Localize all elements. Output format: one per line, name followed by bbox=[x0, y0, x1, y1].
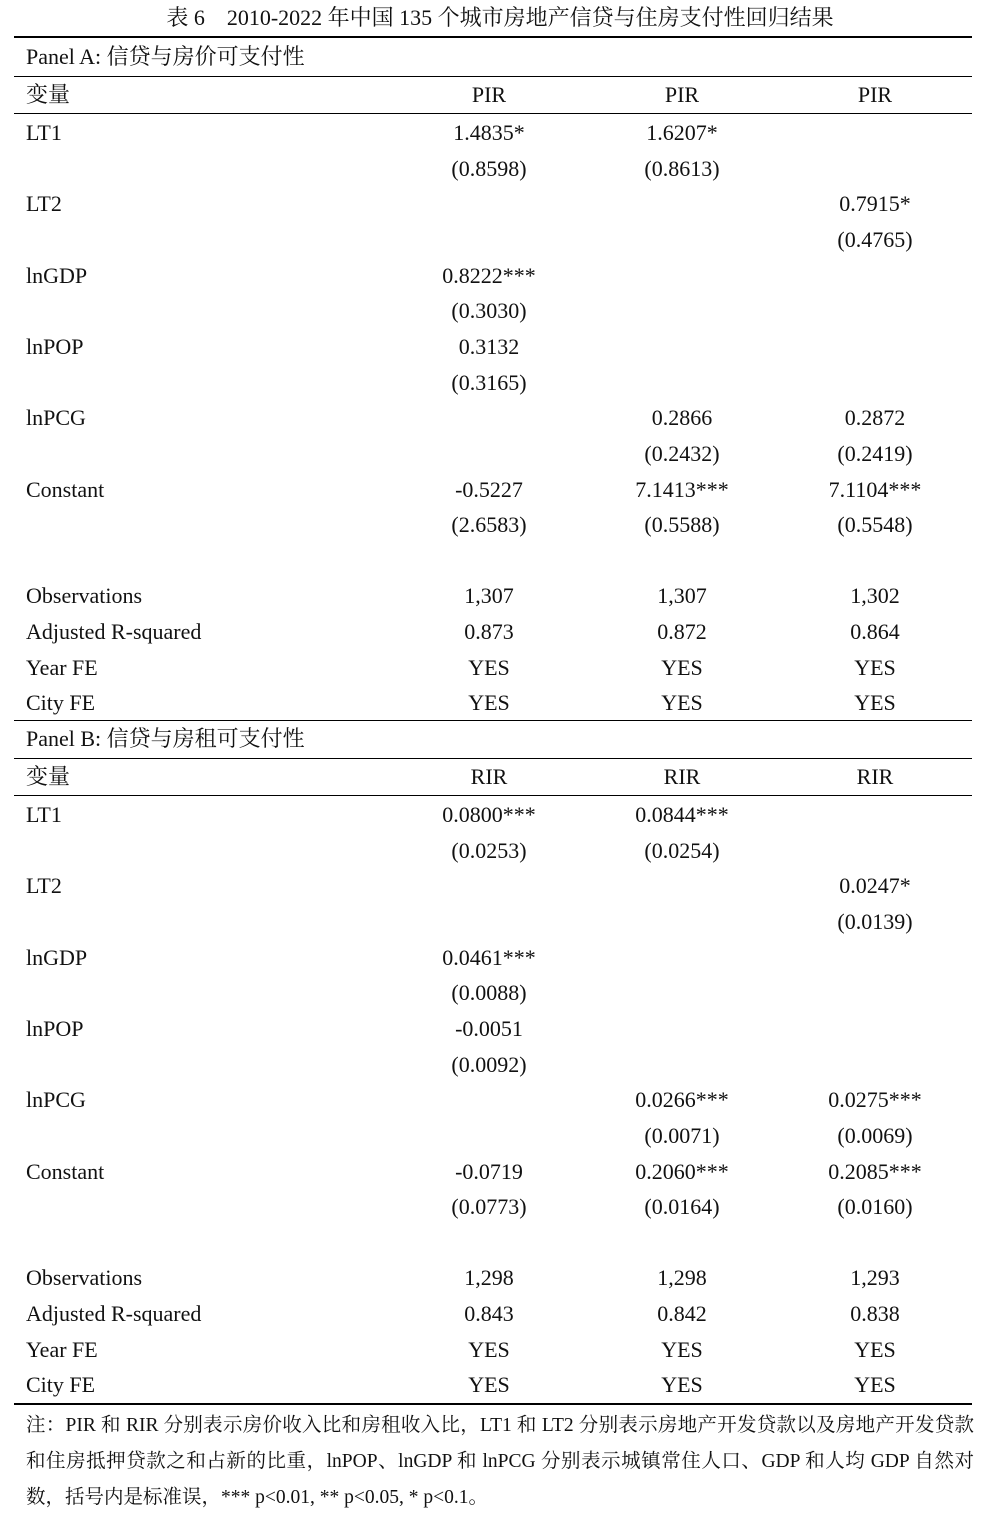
coefficient-row bbox=[0, 868, 1000, 904]
model-column-header: PIR bbox=[471, 82, 507, 107]
table-cell: (0.0071) bbox=[644, 1122, 720, 1148]
table-cell: (0.3165) bbox=[451, 369, 527, 395]
std-error-row bbox=[0, 293, 1000, 329]
std-error-row bbox=[0, 833, 1000, 869]
statistic-value: YES bbox=[468, 1336, 510, 1362]
table-cell: 0.0275*** bbox=[828, 1087, 922, 1113]
table-cell: (0.0092) bbox=[451, 1051, 527, 1077]
coefficient-row bbox=[0, 258, 1000, 294]
variable-name: LT2 bbox=[26, 191, 62, 217]
coefficient-row bbox=[0, 186, 1000, 222]
model-column-header: RIR bbox=[663, 764, 701, 789]
statistic-label: Adjusted R-squared bbox=[26, 619, 202, 645]
statistic-value: 0.873 bbox=[464, 619, 514, 645]
table-cell: 0.0247* bbox=[839, 873, 911, 899]
coefficient-row bbox=[0, 400, 1000, 436]
table-cell: (0.5548) bbox=[837, 512, 913, 538]
coefficient-row bbox=[0, 329, 1000, 365]
statistics-row bbox=[0, 1367, 1000, 1403]
std-error-row bbox=[0, 507, 1000, 543]
statistic-value: 0.842 bbox=[657, 1301, 707, 1327]
statistics-row bbox=[0, 614, 1000, 650]
statistic-value: 0.843 bbox=[464, 1301, 514, 1327]
statistic-value: 1,307 bbox=[657, 583, 707, 609]
top-rule bbox=[14, 36, 972, 38]
coefficient-row bbox=[0, 940, 1000, 976]
table-cell: (0.8598) bbox=[451, 155, 527, 181]
coefficient-row bbox=[0, 1011, 1000, 1047]
statistics-row bbox=[0, 650, 1000, 686]
std-error-row bbox=[0, 151, 1000, 187]
statistic-value: 1,293 bbox=[850, 1265, 900, 1291]
table-caption: 表 6 2010-2022 年中国 135 个城市房地产信贷与住房支付性回归结果 bbox=[166, 5, 834, 30]
statistic-value: 1,302 bbox=[850, 583, 900, 609]
coefficient-row bbox=[0, 1154, 1000, 1190]
std-error-row bbox=[0, 904, 1000, 940]
panel-separator-rule bbox=[14, 720, 972, 721]
table-cell: 1.4835* bbox=[453, 120, 525, 145]
statistics-row bbox=[0, 1332, 1000, 1368]
statistic-value: YES bbox=[468, 654, 510, 680]
statistic-value: YES bbox=[661, 1372, 703, 1398]
model-column-header: RIR bbox=[470, 764, 508, 789]
panel-b-header-rule bbox=[14, 795, 972, 796]
std-error-row bbox=[0, 1189, 1000, 1225]
coefficient-row bbox=[0, 115, 1000, 151]
statistic-label: City FE bbox=[26, 1372, 96, 1398]
statistics-row bbox=[0, 1260, 1000, 1296]
table-cell: (0.2419) bbox=[837, 440, 913, 466]
table-cell: 0.8222*** bbox=[442, 262, 536, 288]
panel-a-title: Panel A: 信贷与房价可支付性 bbox=[26, 44, 305, 69]
std-error-row bbox=[0, 222, 1000, 258]
table-cell: 7.1104*** bbox=[828, 476, 922, 502]
table-cell: (0.0088) bbox=[451, 980, 527, 1006]
table-cell: 7.1413*** bbox=[635, 476, 729, 502]
table-cell: 0.0844*** bbox=[635, 802, 729, 827]
variable-name: Constant bbox=[26, 476, 105, 502]
table-cell: (0.0164) bbox=[644, 1194, 720, 1220]
panel-b-title: Panel B: 信贷与房租可支付性 bbox=[26, 726, 305, 751]
coefficient-row bbox=[0, 797, 1000, 833]
table-cell: (0.4765) bbox=[837, 226, 913, 252]
statistic-value: 0.864 bbox=[850, 619, 900, 645]
panel-a-header-rule bbox=[14, 113, 972, 114]
statistic-value: YES bbox=[854, 654, 896, 680]
variable-name: lnPOP bbox=[26, 1015, 84, 1041]
variable-name: lnGDP bbox=[26, 262, 88, 288]
table-cell: (0.0773) bbox=[451, 1194, 527, 1220]
statistic-value: YES bbox=[661, 690, 703, 716]
statistics-row bbox=[0, 1296, 1000, 1332]
std-error-row bbox=[0, 365, 1000, 401]
table-cell: (0.0069) bbox=[837, 1122, 913, 1148]
statistic-value: 1,298 bbox=[464, 1265, 514, 1291]
statistic-value: 0.838 bbox=[850, 1301, 900, 1327]
statistic-value: YES bbox=[468, 690, 510, 716]
std-error-row bbox=[0, 975, 1000, 1011]
variable-name: lnPOP bbox=[26, 333, 84, 359]
table-cell: (0.3030) bbox=[451, 298, 527, 324]
statistics-row bbox=[0, 685, 1000, 721]
table-cell: (0.0253) bbox=[451, 837, 527, 863]
table-cell: (0.8613) bbox=[644, 155, 720, 181]
std-error-row bbox=[0, 1118, 1000, 1154]
coefficient-row bbox=[0, 472, 1000, 508]
statistics-row bbox=[0, 578, 1000, 614]
bottom-rule bbox=[14, 1403, 972, 1405]
variable-name: lnPCG bbox=[26, 1087, 86, 1113]
statistic-value: YES bbox=[854, 1372, 896, 1398]
table-cell: (2.6583) bbox=[451, 512, 527, 538]
table-note: 注：PIR 和 RIR 分别表示房价收入比和房租收入比，LT1 和 LT2 分别表示房地产开发贷款以及房地产开发贷款和住房抵押贷款之和占新的比重，lnPOP、lnGDP 和 lnPCG 分别表示城镇常住人口、GDP 和人均 GDP 自然对数，括号内是标准误，*** p<0.01, ** p<0.05, * p<0.1。 bbox=[26, 1415, 974, 1508]
table-cell: 0.2866 bbox=[651, 405, 713, 431]
table-cell: 0.0461*** bbox=[442, 944, 536, 970]
table-cell: -0.0051 bbox=[455, 1015, 523, 1041]
std-error-row bbox=[0, 1047, 1000, 1083]
statistic-label: Observations bbox=[26, 583, 143, 609]
statistic-value: YES bbox=[661, 1336, 703, 1362]
table-cell: 0.2085*** bbox=[828, 1158, 922, 1184]
table-cell: 0.2872 bbox=[844, 405, 906, 431]
table-cell: 0.0266*** bbox=[635, 1087, 729, 1113]
std-error-row bbox=[0, 436, 1000, 472]
model-column-header: RIR bbox=[856, 764, 894, 789]
variable-column-header: 变量 bbox=[26, 764, 71, 789]
table-cell: (0.2432) bbox=[644, 440, 720, 466]
statistic-label: City FE bbox=[26, 690, 96, 716]
variable-name: LT2 bbox=[26, 873, 62, 899]
statistic-value: 1,307 bbox=[464, 583, 514, 609]
table-cell: (0.0254) bbox=[644, 837, 720, 863]
table-cell: 0.2060*** bbox=[635, 1158, 729, 1184]
variable-name: lnGDP bbox=[26, 944, 88, 970]
variable-name: Constant bbox=[26, 1158, 105, 1184]
panel-a-header-row bbox=[0, 77, 1000, 113]
coefficient-row bbox=[0, 1082, 1000, 1118]
model-column-header: PIR bbox=[664, 82, 700, 107]
table-cell: 0.3132 bbox=[458, 333, 520, 359]
statistic-label: Observations bbox=[26, 1265, 143, 1291]
statistic-label: Year FE bbox=[26, 1336, 98, 1362]
table-cell: 0.7915* bbox=[839, 191, 911, 217]
variable-name: lnPCG bbox=[26, 405, 86, 431]
table-cell: -0.0719 bbox=[455, 1158, 523, 1184]
table-cell: 1.6207* bbox=[646, 120, 718, 145]
statistic-value: YES bbox=[854, 690, 896, 716]
statistic-value: 1,298 bbox=[657, 1265, 707, 1291]
table-cell: -0.5227 bbox=[455, 476, 523, 502]
model-column-header: PIR bbox=[857, 82, 893, 107]
variable-column-header: 变量 bbox=[26, 82, 71, 107]
statistic-value: YES bbox=[661, 654, 703, 680]
statistic-value: YES bbox=[468, 1372, 510, 1398]
statistic-value: 0.872 bbox=[657, 619, 707, 645]
statistic-label: Adjusted R-squared bbox=[26, 1301, 202, 1327]
table-cell: 0.0800*** bbox=[442, 802, 536, 827]
table-cell: (0.0160) bbox=[837, 1194, 913, 1220]
variable-name: LT1 bbox=[26, 802, 62, 827]
statistic-value: YES bbox=[854, 1336, 896, 1362]
variable-name: LT1 bbox=[26, 120, 62, 145]
statistic-label: Year FE bbox=[26, 654, 98, 680]
table-cell: (0.0139) bbox=[837, 908, 913, 934]
panel-b-header-row bbox=[0, 759, 1000, 795]
table-cell: (0.5588) bbox=[644, 512, 720, 538]
